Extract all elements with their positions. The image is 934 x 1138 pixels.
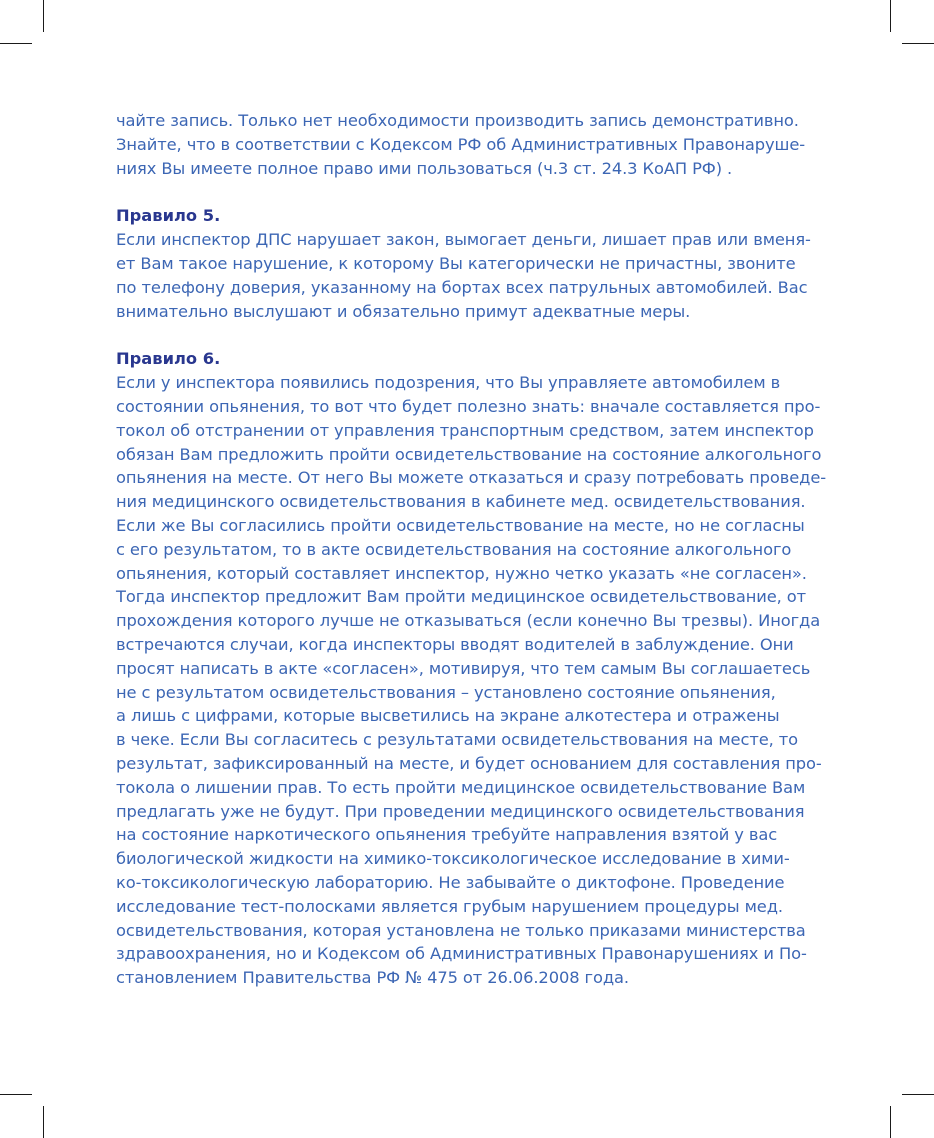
text-line: чайте запись. Только нет необходимости производить запись демонстративно. (116, 111, 799, 130)
text-line: опьянения, который составляет инспектор, нужно четко указать «не согласен». (116, 563, 807, 583)
text-line: внимательно выслушают и обязательно примут адекватные меры. (116, 301, 691, 321)
text-line: не с результатом освидетельствования – установлено состояние опьянения, (116, 682, 776, 702)
text-line: обязан Вам предложить пройти освидетельствование на состояние алкогольного (116, 444, 822, 464)
text-line: освидетельствования, которая установлена не только приказами министерства (116, 920, 806, 940)
crop-mark-top-left-vertical (43, 0, 44, 32)
crop-mark-bottom-left-horizontal (0, 1094, 32, 1095)
text-line: в чеке. Если Вы согласитесь с результатами освидетельствования на месте, то (116, 730, 799, 750)
text-line: токола о лишении прав. То есть пройти медицинское освидетельствование Вам (116, 777, 806, 797)
rule-5-heading: Правило 5. (116, 206, 221, 226)
text-line: предлагать уже не будут. При проведении медицинского освидетельствования (116, 801, 805, 821)
paragraph-gap (116, 323, 826, 347)
text-line: Если у инспектора появились подозрения, что Вы управляете автомобилем в (116, 373, 781, 393)
text-line: Если же Вы согласились пройти освидетельствование на месте, но не согласны (116, 515, 805, 535)
crop-mark-top-left-horizontal (0, 43, 32, 44)
text-line: результат, зафиксированный на месте, и будет основанием для составления про- (116, 753, 822, 773)
text-line: ко-токсикологическую лабораторию. Не забывайте о диктофоне. Проведение (116, 872, 785, 892)
text-line: Тогда инспектор предложит Вам пройти медицинское освидетельствование, от (116, 587, 807, 607)
text-line: состоянии опьянения, то вот что будет полезно знать: вначале составляется про- (116, 396, 821, 416)
text-line: токол об отстранении от управления транспортным средством, затем инспектор (116, 420, 814, 440)
rule-5-paragraph (116, 228, 826, 323)
text-line: а лишь с цифрами, которые высветились на экране алкотестера и отражены (116, 706, 780, 726)
crop-mark-top-right-horizontal (902, 43, 934, 44)
text-line: опьянения на месте. От него Вы можете отказаться и сразу потребовать проведе- (116, 468, 827, 488)
crop-mark-top-right-vertical (890, 0, 891, 32)
text-line: здравоохранения, но и Кодексом об Административных Правонарушениях и По- (116, 944, 807, 964)
crop-mark-bottom-right-horizontal (902, 1094, 934, 1095)
text-line: исследование тест-полосками является грубым нарушением процедуры мед. (116, 896, 783, 916)
text-line: прохождения которого лучше не отказываться (если конечно Вы трезвы). Иногда (116, 611, 821, 631)
paragraph-gap (116, 180, 826, 204)
text-line: ниях Вы имеете полное право ими пользоваться (ч.3 ст. 24.3 КоАП РФ) . (116, 158, 733, 178)
text-line: ет Вам такое нарушение, к которому Вы категорически не причастны, звоните (116, 253, 796, 273)
text-line: Если инспектор ДПС нарушает закон, вымогает деньги, лишает прав или вменя- (116, 230, 811, 250)
intro-paragraph (116, 109, 826, 180)
page-content (116, 109, 826, 990)
text-line: встречаются случаи, когда инспекторы вводят водителей в заблуждение. Они (116, 634, 794, 654)
text-line: ния медицинского освидетельствования в кабинете мед. освидетельствования. (116, 492, 806, 512)
text-line: биологической жидкости на химико-токсикологическое исследование в хими- (116, 849, 790, 869)
rule-6-heading: Правило 6. (116, 349, 221, 369)
text-line: по телефону доверия, указанному на бортах всех патрульных автомобилей. Вас (116, 277, 808, 297)
text-line: просят написать в акте «согласен», мотивируя, что тем самым Вы соглашаетесь (116, 658, 811, 678)
text-line: на состояние наркотического опьянения требуйте направления взятой у вас (116, 825, 778, 845)
rule-6-paragraph (116, 371, 826, 990)
text-line: Знайте, что в соответствии с Кодексом РФ об Административных Правонаруше- (116, 134, 806, 154)
crop-mark-bottom-left-vertical (43, 1106, 44, 1138)
text-line: с его результатом, то в акте освидетельствования на состояние алкогольного (116, 539, 792, 559)
crop-mark-bottom-right-vertical (890, 1106, 891, 1138)
text-line: становлением Правительства РФ № 475 от 26.06.2008 года. (116, 968, 629, 988)
